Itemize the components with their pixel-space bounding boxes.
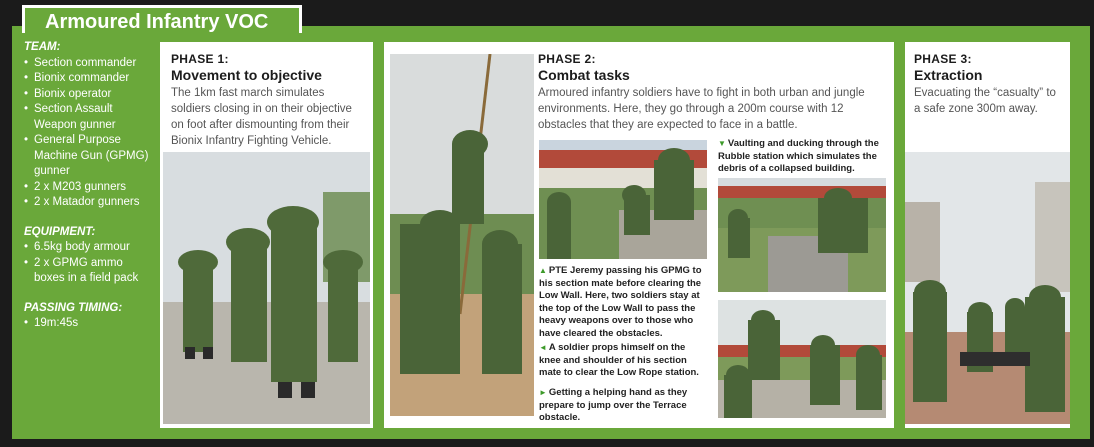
phase1-photo xyxy=(163,152,370,424)
phase3-photo xyxy=(905,152,1070,424)
title-tab xyxy=(22,5,302,33)
list-item: • Bionix commander xyxy=(24,71,154,87)
sidebar xyxy=(24,40,154,332)
phase2-desc: Armoured infantry soldiers have to fight in both urban and jungle environments. Here, they go through a 200m course with 12 obstacles that they are expected to face in a battle. xyxy=(538,87,865,131)
phase2-head: PHASE 2: xyxy=(538,52,596,66)
list-item: • General Purpose Machine Gun (GPMG) gunner xyxy=(24,133,154,180)
phase1-title: Movement to objective xyxy=(171,67,322,83)
equipment-heading: EQUIPMENT: xyxy=(24,225,96,238)
list-item: • 6.5kg body armour xyxy=(24,240,154,256)
team-list xyxy=(24,56,154,211)
phase3-panel xyxy=(905,42,1070,428)
phase1-desc: The 1km fast march simulates soldiers closing in on their objective on foot after dismounting from their Bionix Infantry Fighting Vehicle. xyxy=(171,87,352,147)
phase3-desc: Evacuating the “casualty” to a safe zone 300m away. xyxy=(914,87,1056,115)
list-item: • 19m:45s xyxy=(24,316,154,332)
list-item: • Section Assault Weapon gunner xyxy=(24,102,154,133)
vault-caption: ▼ Vaulting and ducking through the Rubble station which simulates the debris of a collapsed building. xyxy=(718,138,879,174)
list-item: • Bionix operator xyxy=(24,87,154,103)
lowwall-caption: ▲ PTE Jeremy passing his GPMG to his section mate before clearing the Low Wall. Here, two soldiers stay at the top of the Low Wall to pass the heavy weapons over to those who have cleared the obstacles. xyxy=(539,265,702,339)
triangle-right-icon: ► xyxy=(539,388,547,397)
terrace-photo xyxy=(718,300,886,418)
phase3-head: PHASE 3: xyxy=(914,52,972,66)
triangle-up-icon: ▲ xyxy=(539,266,547,275)
list-item: • 2 x GPMG ammo boxes in a field pack xyxy=(24,256,154,287)
phase2-title: Combat tasks xyxy=(538,67,630,83)
equipment-list xyxy=(24,240,154,287)
phase1-panel xyxy=(160,42,373,428)
lowwall-photo xyxy=(539,140,707,259)
rope-photo xyxy=(390,54,534,416)
triangle-down-icon: ▼ xyxy=(718,139,726,148)
phase1-head: PHASE 1: xyxy=(171,52,229,66)
phase2-panel xyxy=(384,42,894,428)
list-item: • Section commander xyxy=(24,56,154,72)
vault-photo xyxy=(718,178,886,292)
phase3-title: Extraction xyxy=(914,67,983,83)
triangle-left-icon: ◄ xyxy=(539,343,547,352)
rope-caption: ◄ A soldier props himself on the knee and shoulder of his section mate to clear the Low Rope station. xyxy=(539,342,699,378)
list-item: • 2 x Matador gunners xyxy=(24,195,154,211)
list-item: • 2 x M203 gunners xyxy=(24,180,154,196)
page-title: Armoured Infantry VOC xyxy=(45,11,269,33)
timing-heading: PASSING TIMING: xyxy=(24,301,123,314)
terrace-caption: ► Getting a helping hand as they prepare to jump over the Terrace obstacle. xyxy=(539,387,688,423)
timing-list xyxy=(24,316,154,332)
team-heading: TEAM: xyxy=(24,41,61,53)
